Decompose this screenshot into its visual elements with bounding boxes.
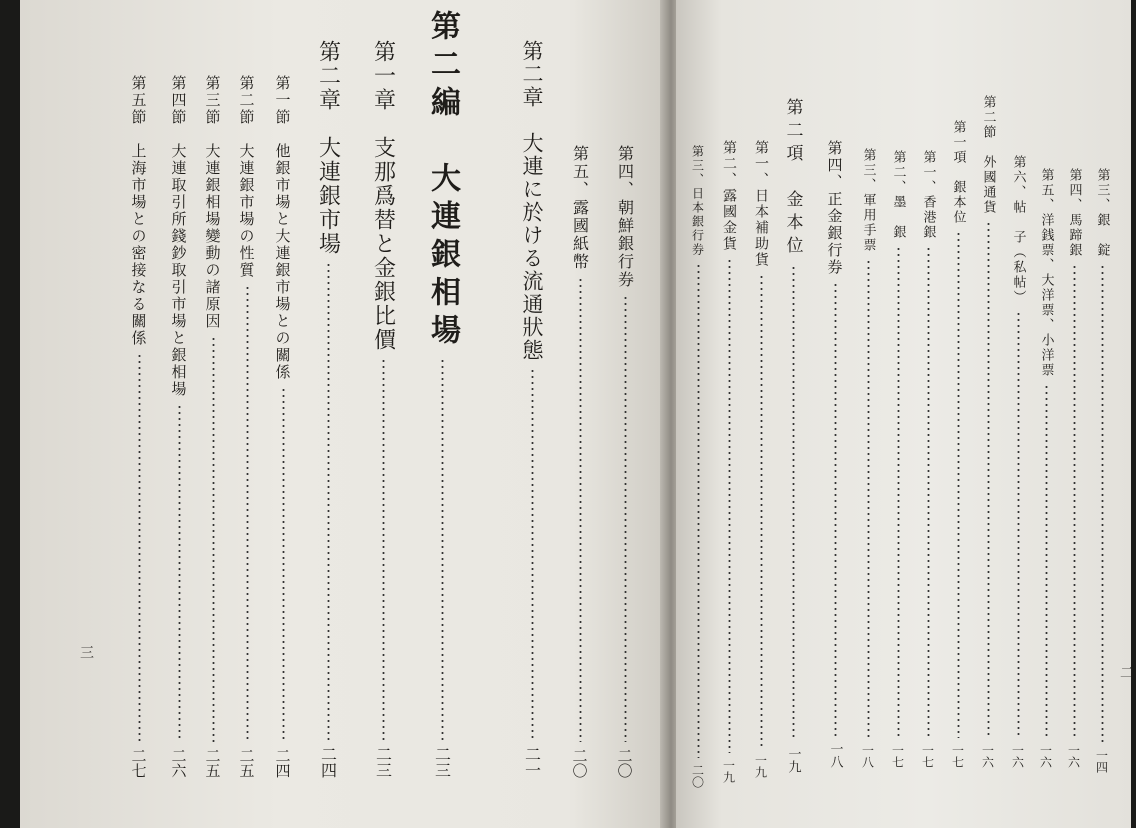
toc-entry-page: 二三 <box>432 746 452 778</box>
toc-entry-label: 第一節 他銀市場と大連銀市場との關係 <box>273 75 292 381</box>
toc-entry <box>164 0 194 828</box>
toc-entry-label: 第一、日本補助貨 <box>753 140 769 268</box>
right-page <box>676 0 1134 828</box>
toc-entry <box>716 0 742 828</box>
toc-entry-page: 一七 <box>890 744 905 768</box>
page-number: 二 <box>1118 665 1134 679</box>
leader-dots <box>728 258 731 753</box>
leader-dots <box>382 358 385 740</box>
toc-entry-label: 第四節 大連取引所錢鈔取引市場と銀相場 <box>169 75 188 398</box>
toc-entry <box>124 0 154 828</box>
toc-entry-label: 第二節 大連銀市場の性質 <box>237 75 256 279</box>
toc-entry-label: 第三節 大連銀相場變動の諸原因 <box>203 75 222 330</box>
leader-dots <box>531 368 534 740</box>
toc-entry-page: 一六 <box>980 744 995 768</box>
toc-entry-label: 第二節 外國通貨 <box>980 95 996 215</box>
page-number: 三 <box>78 645 94 659</box>
toc-entry-page: 一七 <box>950 744 965 768</box>
toc-entry-page: 二六 <box>169 748 188 778</box>
toc-entry <box>748 0 774 828</box>
toc-entry-label: 第四、朝鮮銀行券 <box>615 145 635 289</box>
toc-entry <box>268 0 298 828</box>
toc-entry-label: 第二、墨 銀 <box>890 150 906 240</box>
leader-dots <box>178 404 181 742</box>
toc-entry-page: 二〇 <box>570 748 589 778</box>
toc-entry-page: 二〇 <box>615 748 634 778</box>
toc-entry-page: 二五 <box>203 748 222 778</box>
toc-entry <box>310 0 346 828</box>
toc-entry <box>916 0 940 828</box>
toc-entry-label: 第三、日本銀行券 <box>690 145 705 257</box>
leader-dots <box>897 246 900 738</box>
toc-entry <box>610 0 640 828</box>
leader-dots <box>246 285 249 742</box>
toc-entry-label: 第三、銀 錠 <box>1094 168 1110 258</box>
toc-entry-page: 一六 <box>1038 744 1053 768</box>
toc-entry <box>515 0 549 828</box>
toc-entry <box>565 0 595 828</box>
leader-dots <box>1101 264 1104 743</box>
toc-entry-label: 第四、正金銀行券 <box>825 140 844 276</box>
leader-dots <box>441 358 444 740</box>
leader-dots <box>957 231 960 738</box>
toc-entry <box>946 0 970 828</box>
leader-dots <box>834 282 837 736</box>
toc-entry <box>198 0 228 828</box>
toc-entry-page: 一八 <box>827 742 843 768</box>
leader-dots <box>138 353 141 742</box>
toc-entry-label: 第二章 大連に於ける流通狀態 <box>520 40 544 362</box>
leader-dots <box>1073 264 1076 738</box>
toc-entry-page: 二七 <box>129 748 148 778</box>
toc-entry-page: 一七 <box>920 744 935 768</box>
toc-entry-label: 第一、香港銀 <box>920 150 936 240</box>
leader-dots <box>927 246 930 738</box>
toc-entry <box>1090 0 1114 828</box>
leader-dots <box>579 277 582 742</box>
toc-entry-label: 第三、軍用手票 <box>860 148 876 253</box>
toc-entry <box>821 0 849 828</box>
toc-entry-label: 第五、露國紙幣 <box>570 145 590 271</box>
toc-entry <box>856 0 880 828</box>
leader-dots <box>760 274 763 748</box>
toc-entry <box>1006 0 1030 828</box>
toc-entry <box>420 0 464 828</box>
toc-entry-page: 二一 <box>522 746 542 778</box>
leader-dots <box>212 336 215 742</box>
toc-entry-label: 第一章 支那爲替と金銀比價 <box>370 40 396 352</box>
leader-dots <box>1045 384 1048 738</box>
toc-entry-label: 第五、洋銭票、大洋票、小洋票 <box>1038 168 1054 378</box>
leader-dots <box>987 221 990 738</box>
toc-entry-page: 一九 <box>721 759 736 783</box>
toc-entry <box>886 0 910 828</box>
leader-dots <box>867 259 870 738</box>
toc-entry <box>1062 0 1086 828</box>
toc-entry-page: 一九 <box>785 747 801 773</box>
toc-entry-label: 第五節 上海市場との密接なる關係 <box>129 75 148 347</box>
toc-entry-page: 一六 <box>1066 744 1081 768</box>
toc-entry-page: 一四 <box>1094 749 1109 773</box>
leader-dots <box>327 262 330 740</box>
toc-entry-label: 第二編 大連銀相場 <box>425 10 460 352</box>
toc-entry <box>778 0 808 828</box>
leader-dots <box>1017 311 1020 738</box>
toc-entry-label: 第四、馬蹄銀 <box>1066 168 1082 258</box>
toc-entry-label: 第二章 大連銀市場 <box>315 40 341 256</box>
left-page <box>20 0 666 828</box>
toc-entry-page: 二五 <box>237 748 256 778</box>
toc-entry <box>976 0 1000 828</box>
leader-dots <box>624 295 627 742</box>
leader-dots <box>282 387 285 742</box>
toc-entry-label: 第二項 金本位 <box>782 98 803 259</box>
toc-entry-page: 二四 <box>318 746 338 778</box>
leader-dots <box>792 265 795 741</box>
toc-entry-label: 第一項 銀本位 <box>950 120 966 225</box>
toc-entry-page: 二四 <box>273 748 292 778</box>
toc-entry-page: 一九 <box>753 754 768 778</box>
leader-dots <box>697 263 700 758</box>
toc-entry <box>232 0 262 828</box>
toc-entry <box>1034 0 1058 828</box>
toc-entry-page: 二三 <box>373 746 393 778</box>
toc-entry-page: 二〇 <box>690 764 705 788</box>
toc-entry-label: 第六、帖 子（私帖） <box>1010 155 1026 305</box>
toc-entry-page: 一六 <box>1010 744 1025 768</box>
toc-entry <box>686 0 710 828</box>
toc-entry-page: 一八 <box>860 744 875 768</box>
toc-entry <box>365 0 401 828</box>
toc-entry-label: 第二、露國金貨 <box>721 140 737 252</box>
